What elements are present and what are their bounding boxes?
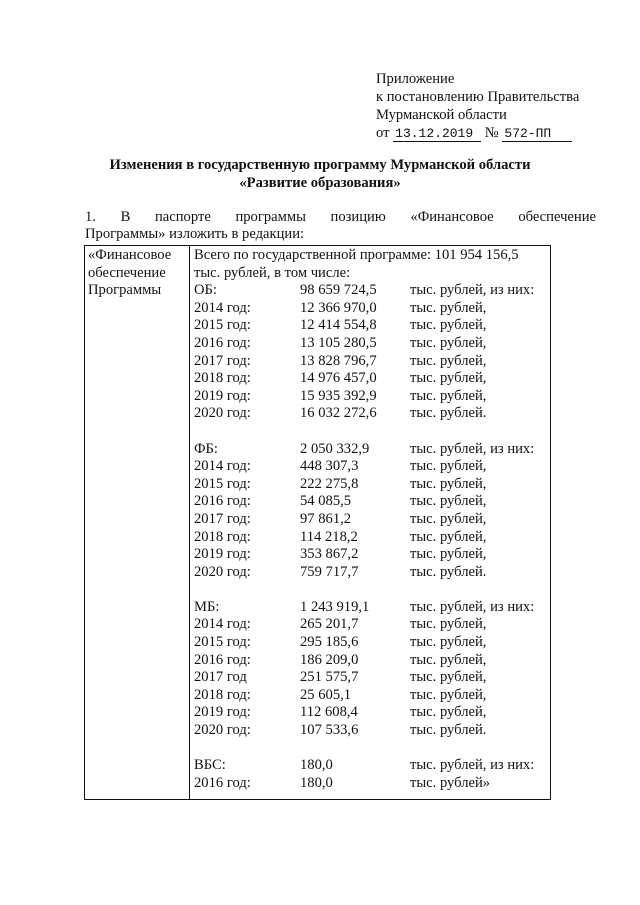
funding-unit: тыс. рублей.	[410, 563, 487, 580]
funding-unit: тыс. рублей,	[410, 686, 487, 703]
left-cell-line: «Финансовое	[88, 247, 172, 263]
funding-row	[194, 757, 546, 775]
funding-amount: 180,0	[300, 757, 333, 774]
resolution-date: 13.12.2019	[393, 127, 481, 142]
financing-table	[84, 245, 551, 800]
section-gap	[194, 423, 546, 441]
funding-row	[194, 388, 546, 406]
funding-amount: 114 218,2	[300, 528, 358, 545]
funding-unit: тыс. рублей,	[410, 352, 487, 369]
funding-unit: тыс. рублей, из них:	[410, 757, 535, 774]
paragraph-word: позицию	[330, 209, 386, 225]
funding-row	[194, 669, 546, 687]
funding-unit: тыс. рублей, из них:	[410, 598, 535, 615]
funding-unit: тыс. рублей»	[410, 774, 491, 791]
paragraph-word: 1.	[85, 209, 96, 225]
funding-amount: 25 605,1	[300, 686, 352, 703]
funding-row	[194, 458, 546, 476]
funding-amount: 107 533,6	[300, 722, 359, 739]
funding-label: 2020 год:	[194, 722, 251, 739]
funding-label: 2017 год:	[194, 352, 251, 369]
appendix-line-3: Мурманской области	[376, 107, 507, 123]
funding-unit: тыс. рублей,	[410, 634, 487, 651]
funding-amount: 448 307,3	[300, 458, 359, 475]
funding-amount: 759 717,7	[300, 563, 359, 580]
funding-amount: 251 575,7	[300, 669, 359, 686]
document-title	[60, 156, 580, 192]
funding-row	[194, 775, 546, 793]
funding-row	[194, 546, 546, 564]
title-line-2: «Развитие образования»	[239, 175, 401, 191]
funding-unit: тыс. рублей,	[410, 546, 487, 563]
funding-amount: 295 185,6	[300, 634, 359, 651]
section-gap	[194, 581, 546, 599]
funding-label: 2017 год	[194, 669, 247, 686]
funding-row	[194, 599, 546, 617]
funding-amount: 15 935 392,9	[300, 387, 377, 404]
funding-row	[194, 476, 546, 494]
funding-amount: 186 209,0	[300, 651, 359, 668]
funding-amount: 54 085,5	[300, 493, 352, 510]
funding-amount: 12 414 554,8	[300, 317, 377, 334]
funding-row	[194, 511, 546, 529]
funding-row	[194, 405, 546, 423]
funding-label: 2016 год:	[194, 493, 251, 510]
funding-label: 2016 год:	[194, 334, 251, 351]
funding-row	[194, 370, 546, 388]
left-cell-line: обеспечение	[88, 264, 166, 281]
funding-sections	[194, 282, 546, 792]
funding-unit: тыс. рублей,	[410, 704, 487, 721]
appendix-block	[376, 70, 579, 142]
funding-amount: 14 976 457,0	[300, 370, 377, 387]
paragraph-word: «Финансовое	[410, 209, 494, 225]
funding-label: 2017 год:	[194, 510, 251, 527]
table-column-divider	[189, 246, 190, 799]
funding-amount: 180,0	[300, 774, 333, 791]
total-line-1: Всего по государственной программе: 101 954 156,5	[194, 247, 519, 263]
funding-label: 2019 год:	[194, 546, 251, 563]
section-gap	[194, 740, 546, 758]
funding-unit: тыс. рублей,	[410, 370, 487, 387]
funding-unit: тыс. рублей,	[410, 669, 487, 686]
funding-unit: тыс. рублей,	[410, 317, 487, 334]
funding-row	[194, 317, 546, 335]
funding-label: 2015 год:	[194, 475, 251, 492]
resolution-number: 572-ПП	[502, 127, 572, 142]
funding-row	[194, 441, 546, 459]
funding-amount: 265 201,7	[300, 616, 359, 633]
appendix-line-2: к постановлению Правительства	[376, 89, 580, 105]
funding-label: 2018 год:	[194, 370, 251, 387]
funding-label: 2014 год:	[194, 458, 251, 475]
funding-label: ВБС:	[194, 757, 226, 774]
total-line-2: тыс. рублей, в том числе:	[194, 264, 351, 281]
funding-unit: тыс. рублей,	[410, 493, 487, 510]
funding-row	[194, 652, 546, 670]
title-line-1: Изменения в государственную программу Мурманской области	[109, 157, 531, 173]
funding-amount: 1 243 919,1	[300, 598, 370, 615]
funding-label: 2020 год:	[194, 563, 251, 580]
funding-unit: тыс. рублей,	[410, 299, 487, 316]
funding-row	[194, 282, 546, 300]
funding-label: 2019 год:	[194, 704, 251, 721]
funding-label: ФБ:	[194, 440, 218, 457]
funding-amount: 353 867,2	[300, 546, 359, 563]
appendix-date-line	[376, 124, 579, 142]
table-left-cell	[88, 247, 171, 300]
funding-unit: тыс. рублей,	[410, 651, 487, 668]
paragraph-word: паспорте	[154, 209, 211, 225]
funding-label: 2015 год:	[194, 317, 251, 334]
appendix-line-1: Приложение	[376, 71, 455, 87]
paragraph-line-2: Программы» изложить в редакции:	[85, 226, 305, 242]
funding-row	[194, 300, 546, 318]
funding-unit: тыс. рублей,	[410, 458, 487, 475]
funding-amount: 97 861,2	[300, 510, 352, 527]
funding-row	[194, 353, 546, 371]
number-sign: №	[484, 125, 499, 141]
paragraph-1	[85, 209, 596, 243]
funding-label: 2019 год:	[194, 387, 251, 404]
left-cell-line: Программы	[88, 282, 162, 299]
funding-label: 2016 год:	[194, 774, 251, 791]
funding-row	[194, 529, 546, 547]
funding-unit: тыс. рублей.	[410, 722, 487, 739]
funding-row	[194, 616, 546, 634]
funding-unit: тыс. рублей,	[410, 334, 487, 351]
funding-amount: 112 608,4	[300, 704, 358, 721]
funding-row	[194, 634, 546, 652]
funding-label: 2014 год:	[194, 616, 251, 633]
funding-label: ОБ:	[194, 282, 217, 299]
funding-unit: тыс. рублей,	[410, 387, 487, 404]
table-right-cell	[194, 247, 546, 792]
funding-amount: 13 105 280,5	[300, 334, 377, 351]
funding-label: 2015 год:	[194, 634, 251, 651]
funding-row	[194, 564, 546, 582]
funding-amount: 12 366 970,0	[300, 299, 377, 316]
funding-amount: 13 828 796,7	[300, 352, 377, 369]
date-prefix: от	[376, 125, 390, 141]
funding-row	[194, 687, 546, 705]
paragraph-word: программы	[235, 209, 306, 225]
funding-label: 2016 год:	[194, 651, 251, 668]
funding-unit: тыс. рублей, из них:	[410, 282, 535, 299]
funding-row	[194, 704, 546, 722]
funding-amount: 2 050 332,9	[300, 440, 370, 457]
funding-unit: тыс. рублей,	[410, 528, 487, 545]
funding-row	[194, 493, 546, 511]
funding-label: 2018 год:	[194, 528, 251, 545]
paragraph-line-1	[85, 209, 596, 226]
funding-unit: тыс. рублей,	[410, 510, 487, 527]
funding-unit: тыс. рублей.	[410, 405, 487, 422]
funding-amount: 222 275,8	[300, 475, 359, 492]
funding-row	[194, 722, 546, 740]
funding-row	[194, 335, 546, 353]
funding-unit: тыс. рублей, из них:	[410, 440, 535, 457]
funding-label: МБ:	[194, 598, 220, 615]
funding-unit: тыс. рублей,	[410, 475, 487, 492]
funding-label: 2020 год:	[194, 405, 251, 422]
paragraph-word: обеспечение	[518, 209, 596, 225]
funding-label: 2014 год:	[194, 299, 251, 316]
funding-label: 2018 год:	[194, 686, 251, 703]
funding-amount: 16 032 272,6	[300, 405, 377, 422]
funding-amount: 98 659 724,5	[300, 282, 377, 299]
funding-unit: тыс. рублей,	[410, 616, 487, 633]
paragraph-word: В	[120, 209, 131, 225]
